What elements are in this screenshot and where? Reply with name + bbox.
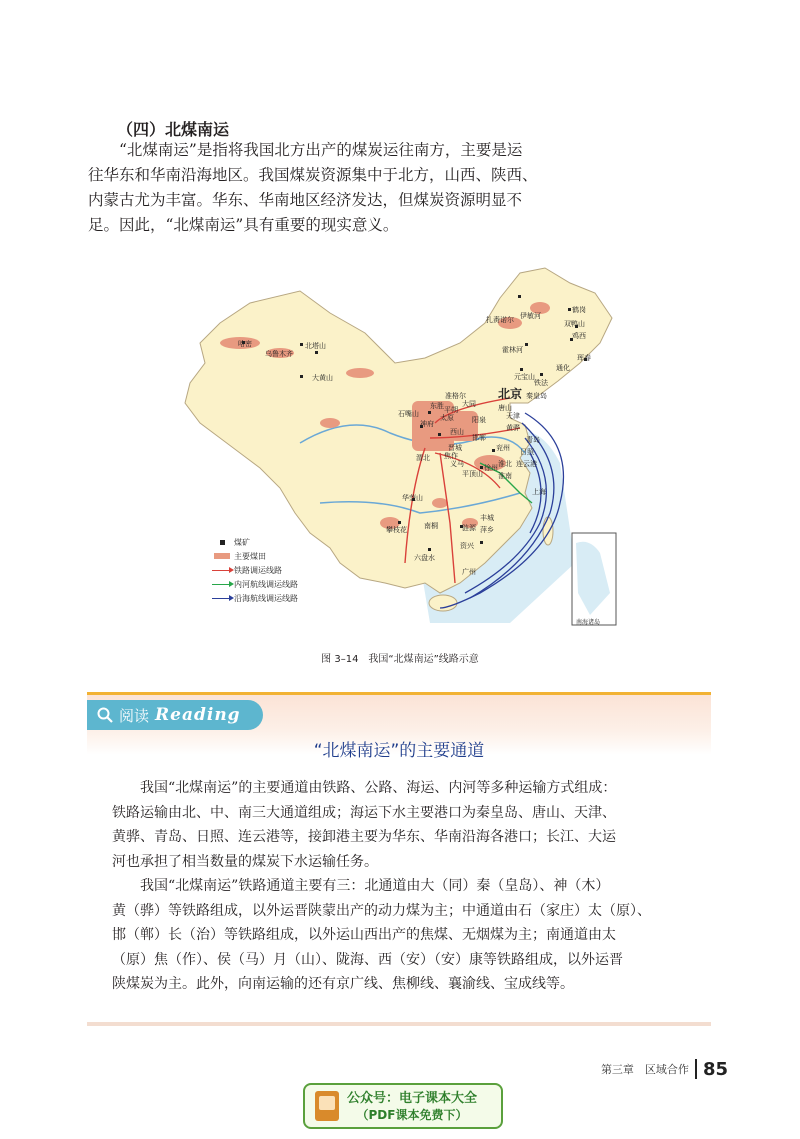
map-label: 通化: [556, 364, 570, 372]
reading-tag: [87, 700, 263, 730]
footer-divider: [695, 1059, 697, 1079]
watermark-badge: [303, 1083, 503, 1129]
legend-rail: 铁路调运线路: [210, 563, 298, 577]
map-label: 乌鲁木齐: [265, 350, 293, 358]
reading-bottom-rule: [87, 1022, 711, 1026]
map-label: 黄骅: [506, 424, 520, 432]
map-label: 珲春: [577, 354, 591, 362]
map-label: 焦作: [444, 452, 458, 460]
reading-line: （原）焦（作）、侯（马）月（山）、陇海、西（安）（安）康等铁路组成，以外运晋: [112, 951, 623, 968]
figure-caption: 图 3–14 我国“北煤南运”线路示意: [321, 654, 479, 665]
map-label: 华蓥山: [402, 494, 423, 502]
intro-paragraph: [88, 138, 558, 238]
map-label: 六盘水: [414, 554, 435, 562]
paragraph-line: “北煤南运”是指将我国北方出产的煤炭运往南方，主要是运: [119, 141, 523, 159]
map-label: 淮南: [498, 472, 512, 480]
map-legend: [210, 535, 298, 605]
watermark-line1: 公众号：电子课本大全: [347, 1090, 478, 1106]
map-label: 双鸭山: [564, 320, 585, 328]
magnifier-icon: [97, 707, 113, 723]
map-label: 元宝山: [514, 373, 535, 381]
map-label: 涟源: [462, 524, 476, 532]
coal-field-symbol: [214, 553, 230, 559]
map-label: 邯郸: [472, 434, 486, 442]
map-label: 霍林河: [502, 346, 523, 354]
map-label: 唐山: [498, 404, 512, 412]
paragraph-line: 往华东和华南沿海地区。我国煤炭资源集中于北方，山西、陕西、: [88, 166, 538, 184]
map-label: 石嘴山: [398, 410, 419, 418]
section-heading: （四）北煤南运: [117, 120, 230, 139]
map-label: 阳泉: [472, 416, 486, 424]
paragraph-line: 足。因此，“北煤南运”具有重要的现实意义。: [88, 216, 399, 234]
reading-line: 我国“北煤南运”的主要通道由铁路、公路、海运、内河等多种运输方式组成：: [140, 780, 617, 796]
reading-box: [87, 692, 711, 1032]
legend-coal-field: 主要煤田: [210, 549, 298, 563]
map-label: 徐州: [484, 464, 498, 472]
reading-line: 我国“北煤南运”铁路通道主要有三：北通道由大（同）秦（皇岛）、神（木）: [140, 878, 610, 894]
map-label: 大黄山: [312, 374, 333, 382]
map-label: 义马: [450, 460, 464, 468]
map-label: 太原: [440, 414, 454, 422]
map-label: 资兴: [460, 542, 474, 550]
map-label: 神府: [420, 420, 434, 428]
coast-arrow-symbol: [212, 598, 232, 599]
map-label: 青岛: [526, 436, 540, 444]
river-arrow-symbol: [212, 584, 232, 585]
reading-line: 黄（骅）等铁路组成，以外运晋陕蒙出产的动力煤为主；中通道由石（家庄）太（原）、: [112, 902, 651, 919]
map-label: 铁法: [534, 379, 548, 387]
map-label: 鸡西: [572, 332, 586, 340]
map-label: 南桐: [424, 522, 438, 530]
map-label: 大同: [462, 400, 476, 408]
legend-coal-mine: 煤矿: [210, 535, 298, 549]
reading-line: 邯（郸）长（治）等铁路组成，以外运山西出产的焦煤、无烟煤为主；南通道由太: [112, 927, 616, 943]
reading-tag-en: Reading: [155, 705, 241, 725]
map-label: 日照: [520, 448, 534, 456]
map-label: 东胜: [430, 402, 444, 410]
legend-coast: 沿海航线调运线路: [210, 591, 298, 605]
map-label: 伊敏河: [520, 312, 541, 320]
map-label: 丰城: [480, 514, 494, 522]
map-label: 西山: [450, 428, 464, 436]
map-label: 晋城: [448, 444, 462, 452]
watermark-line2: （PDF课本免费下）: [356, 1107, 468, 1122]
reading-line: 铁路运输由北、中、南三大通道组成；海运下水主要港口为秦皇岛、唐山、天津、: [112, 804, 616, 821]
map-label-capital: 北京: [498, 387, 523, 401]
map-label: 兖州: [496, 444, 510, 452]
map-label: 渭北: [416, 454, 430, 462]
reading-line: 黄骅、青岛、日照、连云港等，接卸港主要为华东、华南沿海各港口；长江、大运: [112, 829, 616, 845]
inset-label: 南海诸岛: [576, 619, 601, 626]
map-label: 天津: [506, 412, 520, 420]
page-number: 85: [702, 1058, 728, 1080]
coal-mine-symbol: [220, 540, 225, 545]
map-label: 哈密: [238, 340, 252, 348]
chapter-label: 第三章 区域合作: [600, 1063, 689, 1076]
map-label: 鹤岗: [572, 306, 586, 314]
map-label: 上海: [532, 488, 546, 496]
page-footer: [601, 1058, 728, 1080]
reading-tag-cn: 阅读: [119, 706, 150, 725]
reading-line: 河也承担了相当数量的煤炭下水运输任务。: [112, 853, 378, 870]
map-label: 攀枝花: [386, 526, 407, 534]
hainan-island: [429, 595, 457, 611]
map-label: 北塔山: [305, 342, 326, 350]
taiwan-island: [543, 517, 553, 545]
map-label: 秦皇岛: [526, 392, 547, 400]
map-label: 连云港: [516, 460, 537, 468]
map-label: 萍乡: [480, 526, 494, 534]
coal-transport-map: [180, 263, 620, 633]
reading-line: 陕煤炭为主。此外，向南运输的还有京广线、焦柳线、襄渝线、宝成线等。: [112, 976, 574, 992]
paragraph-line: 内蒙古尤为丰富。华东、华南地区经济发达，但煤炭资源明显不: [88, 191, 523, 209]
book-icon: [315, 1091, 339, 1121]
reading-title: “北煤南运”的主要通道: [313, 741, 485, 761]
reading-body: [112, 776, 692, 997]
legend-river: 内河航线调运线路: [210, 577, 298, 591]
map-label: 扎赉诺尔: [486, 316, 514, 324]
map-label: 淮北: [498, 460, 512, 468]
map-label: 广州: [462, 568, 476, 576]
map-label: 平顶山: [462, 470, 483, 478]
map-label: 准格尔: [445, 392, 466, 400]
rail-arrow-symbol: [212, 570, 232, 571]
map-label: 平朔: [444, 406, 458, 414]
